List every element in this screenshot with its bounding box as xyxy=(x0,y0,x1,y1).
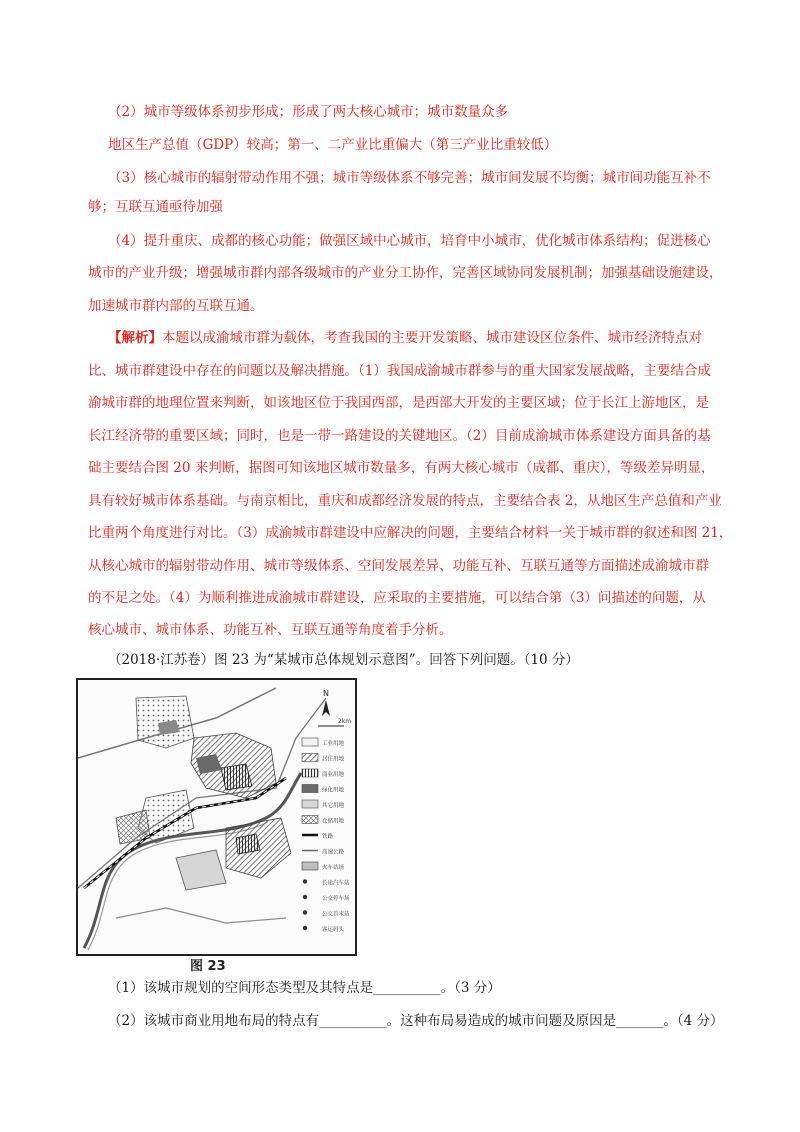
legend-label: 铁路 xyxy=(322,834,334,840)
analysis-line-7: 比重两个角度进行对比。（3）成渝城市群建设中应解决的问题，主要结合材料一关于城市群的叙述和图 21， xyxy=(88,525,733,541)
legend-swatch xyxy=(303,895,307,899)
legend-swatch xyxy=(303,926,307,930)
analysis-line-9: 的不足之处。（4）为顺利推进成渝城市群建设，应采取的主要措施，可以结合第（3）问描述的问题，从 xyxy=(88,590,706,606)
legend-swatch xyxy=(302,800,318,808)
analysis-line-6: 具有较好城市体系基础。与南京相比，重庆和成都经济发展的特点，主要结合表 2，从地区生产总值和产业 xyxy=(88,493,722,509)
legend-label: 公交首末站 xyxy=(322,911,350,918)
figure-caption: 图 23 xyxy=(190,959,226,974)
scale-label: 2km xyxy=(338,718,352,725)
answer-4-line-3: 加速城市群内部的互联互通。 xyxy=(88,298,264,314)
legend-label: 居住用地 xyxy=(322,756,345,763)
legend-swatch xyxy=(302,862,318,870)
legend-label: 工业用地 xyxy=(322,741,345,747)
legend-swatch xyxy=(302,816,318,824)
answer-4-line-1: （4）提升重庆、成都的核心功能；做强区域中心城市，培育中小城市，优化城市体系结构；促进核心 xyxy=(108,233,711,249)
city-plan-map xyxy=(76,678,358,970)
analysis-label: 【解析】 xyxy=(108,330,162,346)
legend-swatch xyxy=(303,879,307,883)
legend-swatch xyxy=(302,769,318,777)
analysis-line-10: 核心城市、城市体系、功能互补、互联互通等角度着手分析。 xyxy=(88,622,453,638)
svg-text:N: N xyxy=(323,689,329,698)
legend-label: 其它用地 xyxy=(322,803,345,809)
legend-swatch xyxy=(303,910,307,914)
analysis-text-1: 本题以成渝城市群为载体，考查我国的主要开发策略、城市建设区位条件、城市经济特点对 xyxy=(162,330,702,346)
answer-4-line-2: 城市的产业升级；增强城市群内部各级城市的产业分工协作，完善区域协同发展机制；加强基础设施建设， xyxy=(88,265,723,281)
analysis-line-8: 从核心城市的辐射带动作用、城市等级体系、空间发展差异、功能互补、互联互通等方面描述成渝城市群 xyxy=(88,558,709,574)
question-2: （2）该城市商业用地布局的特点有__________。这种布局易造成的城市问题及原因是_______。（4 分） xyxy=(108,1013,724,1029)
legend-label: 火车站场 xyxy=(322,865,345,871)
legend-label: 商业用地 xyxy=(322,772,345,778)
legend-label: 高速公路 xyxy=(322,849,345,856)
question-stem: （2018·江苏卷）图 23 为“某城市总体规划示意图”。回答下列问题。（10 分） xyxy=(108,652,579,668)
legend-label: 客运码头 xyxy=(322,927,345,933)
legend-label: 公交停车场 xyxy=(322,896,350,902)
analysis-line-4: 长江经济带的重要区域；同时，也是一带一路建设的关键地区。（2）目前成渝城市体系建设方面具备的基 xyxy=(88,428,711,444)
legend-label: 绿化用地 xyxy=(322,787,345,794)
answer-3-line-2: 够；互联互通亟待加强 xyxy=(88,199,223,215)
legend-label: 仓储用地 xyxy=(322,818,345,825)
analysis-line-2: 比、城市群建设中存在的问题以及解决措施。（1）我国成渝城市群参与的重大国家发展战略，主要结合成 xyxy=(88,363,711,379)
answer-2-line-2: 地区生产总值（GDP）较高；第一、二产业比重偏大（第三产业比重较低） xyxy=(108,137,558,153)
answer-3-line-1: （3）核心城市的辐射带动作用不强；城市等级体系不够完善；城市间发展不均衡；城市间功能互补不 xyxy=(108,170,711,186)
analysis-line-1 xyxy=(108,329,758,347)
legend-swatch xyxy=(302,785,318,793)
analysis-line-5: 础主要结合图 20 来判断，据图可知该地区城市数量多，有两大核心城市（成都、重庆），等级差异明显， xyxy=(88,460,715,476)
analysis-line-3: 渝城市群的地理位置来判断，如该地区位于我国西部，是西部大开发的主要区域；位于长江上游地区，是 xyxy=(88,395,709,411)
city-plan-map-svg xyxy=(76,678,358,970)
answer-2-line-1: （2）城市等级体系初步形成；形成了两大核心城市；城市数量众多 xyxy=(108,104,509,120)
legend-swatch xyxy=(302,754,318,762)
legend-label: 长途汽车站 xyxy=(322,880,350,887)
question-1: （1）该城市规划的空间形态类型及其特点是__________。（3 分） xyxy=(108,980,501,996)
legend-swatch xyxy=(302,738,318,746)
